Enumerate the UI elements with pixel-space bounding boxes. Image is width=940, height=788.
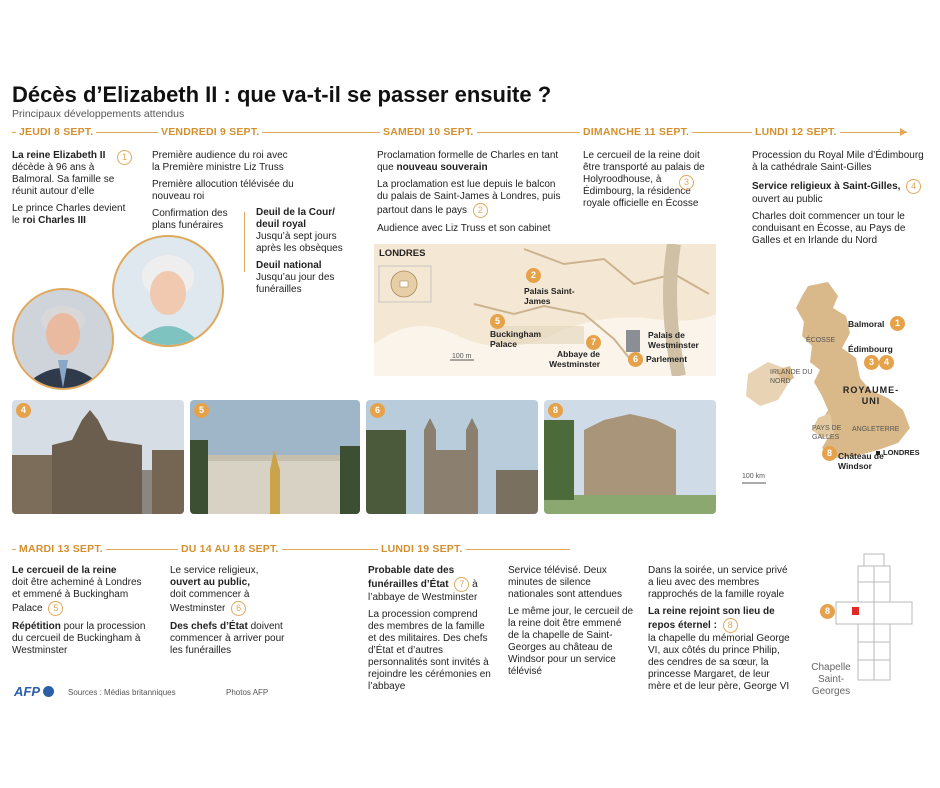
sat-p1-bold: nouveau souverain xyxy=(396,162,488,173)
day-label-sun: DIMANCHE 11 SEPT. xyxy=(580,126,692,138)
uk-label-londres: LONDRES xyxy=(883,448,920,457)
day-label-tue: MARDI 13 SEPT. xyxy=(16,543,106,555)
tue-text xyxy=(12,565,147,662)
tue-p2-bold: Répétition xyxy=(12,621,61,632)
day-label-wed: DU 14 AU 18 SEPT. xyxy=(178,543,282,555)
tue-p1-bold: Le cercueil de la reine xyxy=(12,565,117,576)
mon19-a1-bold: Probable date des funérailles d’État xyxy=(368,565,455,591)
map-westminster-shape xyxy=(626,330,640,352)
fri-p2: Première allocution télévisée du nouveau roi xyxy=(152,179,294,202)
map-label-parlement: Parlement xyxy=(646,354,688,364)
mon19-c1: Dans la soirée, un service privé a lieu avec des membres rapprochés de la famille royale xyxy=(648,565,788,600)
sat-badge: 2 xyxy=(473,203,488,218)
map-badge-2: 2 xyxy=(526,268,541,283)
mon19-b1: Service télévisé. Deux minutes de silence nationales sont attendues xyxy=(508,565,622,600)
wed-p2: doivent commencer à arriver pour les funérailles xyxy=(170,621,285,656)
day-label-sat: SAMEDI 10 SEPT. xyxy=(380,126,477,138)
fri-b2: Jusqu’au jour des funérailles xyxy=(256,272,335,295)
map-label-palais-westminster: Palais de Westminster xyxy=(648,330,699,350)
day-label-mon19: LUNDI 19 SEPT. xyxy=(378,543,466,555)
mon12-p2-bold: Service religieux à Saint-Gilles, xyxy=(752,181,901,193)
sat-p3: Audience avec Liz Truss et son cabinet xyxy=(377,223,551,234)
fri-p3: Confirmation des plans funéraires xyxy=(152,208,228,231)
mon19-c2-bold: La reine rejoint son lieu de repos éternel : xyxy=(648,606,775,632)
wed-p2-bold: Des chefs d’État xyxy=(170,621,248,632)
page-subtitle: Principaux développements attendus xyxy=(12,108,185,120)
fri-b2-bold: Deuil national xyxy=(256,260,322,271)
map-label-buckingham: Buckingham Palace xyxy=(490,329,542,349)
map-badge-5: 5 xyxy=(490,314,505,329)
mon19-col-c xyxy=(648,565,793,698)
thu-p2-bold: roi Charles III xyxy=(22,215,86,226)
uk-badge-3: 3 xyxy=(864,355,879,370)
wed-badge: 6 xyxy=(231,601,246,616)
sat-p2: La proclamation est lue depuis le balcon du palais de Saint-James à Londres, puis partout dans le pays xyxy=(377,179,561,217)
fri-b1: Jusqu’à sept jours après les obsèques xyxy=(256,231,343,254)
thu-text xyxy=(12,150,132,232)
photo-saint-gilles xyxy=(12,400,184,514)
thu-p2: Le prince Charles devient le xyxy=(12,203,126,226)
portrait-charles xyxy=(12,288,114,390)
mon12-p2: ouvert au public xyxy=(752,194,823,205)
day-label-mon12: LUNDI 12 SEPT. xyxy=(752,126,840,138)
tue-badge: 5 xyxy=(48,601,63,616)
map-badge-7: 7 xyxy=(586,335,601,350)
uk-badge-8: 8 xyxy=(822,446,837,461)
map-badge-6: 6 xyxy=(628,352,643,367)
mon19-col-b xyxy=(508,565,634,683)
uk-label-ru: ROYAUME-UNI xyxy=(842,385,900,406)
photo-badge-4: 4 xyxy=(16,403,31,418)
mon19-a1: à l’abbaye de Westminster xyxy=(368,579,478,603)
photo-saint-georges xyxy=(544,400,716,514)
fri-mourning xyxy=(256,207,351,301)
uk-label-angleterre: ANGLETERRE xyxy=(852,426,900,433)
mon19-badge-8: 8 xyxy=(723,618,738,633)
uk-badge-balmoral: 1 xyxy=(890,316,905,331)
map-label-abbey: Abbaye de Westminster xyxy=(549,349,600,369)
sat-text xyxy=(377,150,562,240)
thu-p1-bold: La reine Elizabeth II xyxy=(12,150,106,161)
london-map-title: LONDRES xyxy=(379,248,426,259)
fri-bracket xyxy=(244,212,253,272)
uk-badge-4: 4 xyxy=(879,355,894,370)
page-title: Décès d’Elizabeth II : que va-t-il se passer ensuite ? xyxy=(12,82,552,107)
footer-photos: Photos AFP xyxy=(226,688,269,697)
mon19-badge-7: 7 xyxy=(454,577,469,592)
sat-p1: Proclamation formelle de Charles en tant que xyxy=(377,150,559,173)
london-map-scale: 100 m xyxy=(452,353,472,360)
uk-label-windsor: Château de Windsor xyxy=(838,451,884,471)
mon12-text xyxy=(752,150,927,252)
uk-map xyxy=(738,278,934,490)
photo-badge-6: 6 xyxy=(370,403,385,418)
wed-p1-bold: ouvert au public, xyxy=(170,577,251,588)
photo-badge-5: 5 xyxy=(194,403,209,418)
uk-map-scale: 100 km xyxy=(742,473,765,480)
sun-badge: 3 xyxy=(679,175,694,190)
uk-label-galles: PAYS DE GALLES xyxy=(812,425,842,441)
mon19-a2: La procession comprend des membres de la famille et des militaires. Des chefs d’État et d’autres personnalités sont invités à rejoindre les cérémonies en l’abbaye xyxy=(368,609,491,692)
mon12-p3: Charles doit commencer un tour le conduisant en Écosse, au Pays de Galles et en Irlande du Nord xyxy=(752,211,906,246)
day-label-thu: JEUDI 8 SEPT. xyxy=(16,126,96,138)
photo-buckingham xyxy=(190,400,360,514)
thu-p1: décède à 96 ans à Balmoral. Sa famille se réunit autour d’elle xyxy=(12,162,115,197)
afp-logo: AFP xyxy=(14,684,40,699)
mon12-p1: Procession du Royal Mile d’Édimbourg à la cathédrale Saint-Gilles xyxy=(752,150,924,173)
timeline-arrow-icon xyxy=(900,128,907,136)
footer-sources: Sources : Médias britanniques xyxy=(68,688,176,697)
uk-label-edimbourg: Édimbourg xyxy=(848,344,893,354)
fri-p1: Première audience du roi avec la Première ministre Liz Truss xyxy=(152,150,288,173)
uk-label-irlande: IRLANDE DU NORD xyxy=(770,369,813,385)
afp-logo-dot-icon xyxy=(43,686,54,697)
tue-p1: doit être acheminé à Londres et emmené à Buckingham Palace xyxy=(12,577,142,615)
uk-label-balmoral: Balmoral xyxy=(848,319,885,329)
day-label-fri: VENDREDI 9 SEPT. xyxy=(158,126,262,138)
photo-badge-8: 8 xyxy=(548,403,563,418)
tue-p2: pour la procession du cercueil de Buckingham à Westminster xyxy=(12,621,146,656)
sun-p1: Le cercueil de la reine doit être transporté au palais de Holyroodhouse, à Édimbourg, la résidence royale officielle en Écosse xyxy=(583,150,705,209)
wed-text xyxy=(170,565,290,662)
fri-b1-bold: Deuil de la Cour/ deuil royal xyxy=(256,207,335,230)
mon12-badge: 4 xyxy=(906,179,921,194)
map-label-saint-james: Palais Saint-James xyxy=(524,286,575,306)
mon19-c2: la chapelle du mémorial George VI, aux côtés du prince Philip, des cendres de sa sœur, la princesse Margaret, de leur mère et de leur père, George VI xyxy=(648,633,790,692)
wed-p1: Le service religieux, xyxy=(170,565,259,576)
photo-westminster-abbey xyxy=(366,400,538,514)
chapel-badge-8: 8 xyxy=(820,604,835,619)
uk-label-ecosse: ÉCOSSE xyxy=(806,337,836,344)
mon19-col-a xyxy=(368,565,494,698)
wed-p1b: doit commencer à Westminster xyxy=(170,589,250,615)
portrait-queen xyxy=(112,235,224,347)
mon19-b2: Le même jour, le cercueil de la reine doit être emmené de la chapelle de Saint-Georges au château de Windsor pour un service télévisé xyxy=(508,606,634,677)
chapel-label: Chapelle Saint-Georges xyxy=(811,662,851,697)
thu-badge: 1 xyxy=(117,150,132,165)
